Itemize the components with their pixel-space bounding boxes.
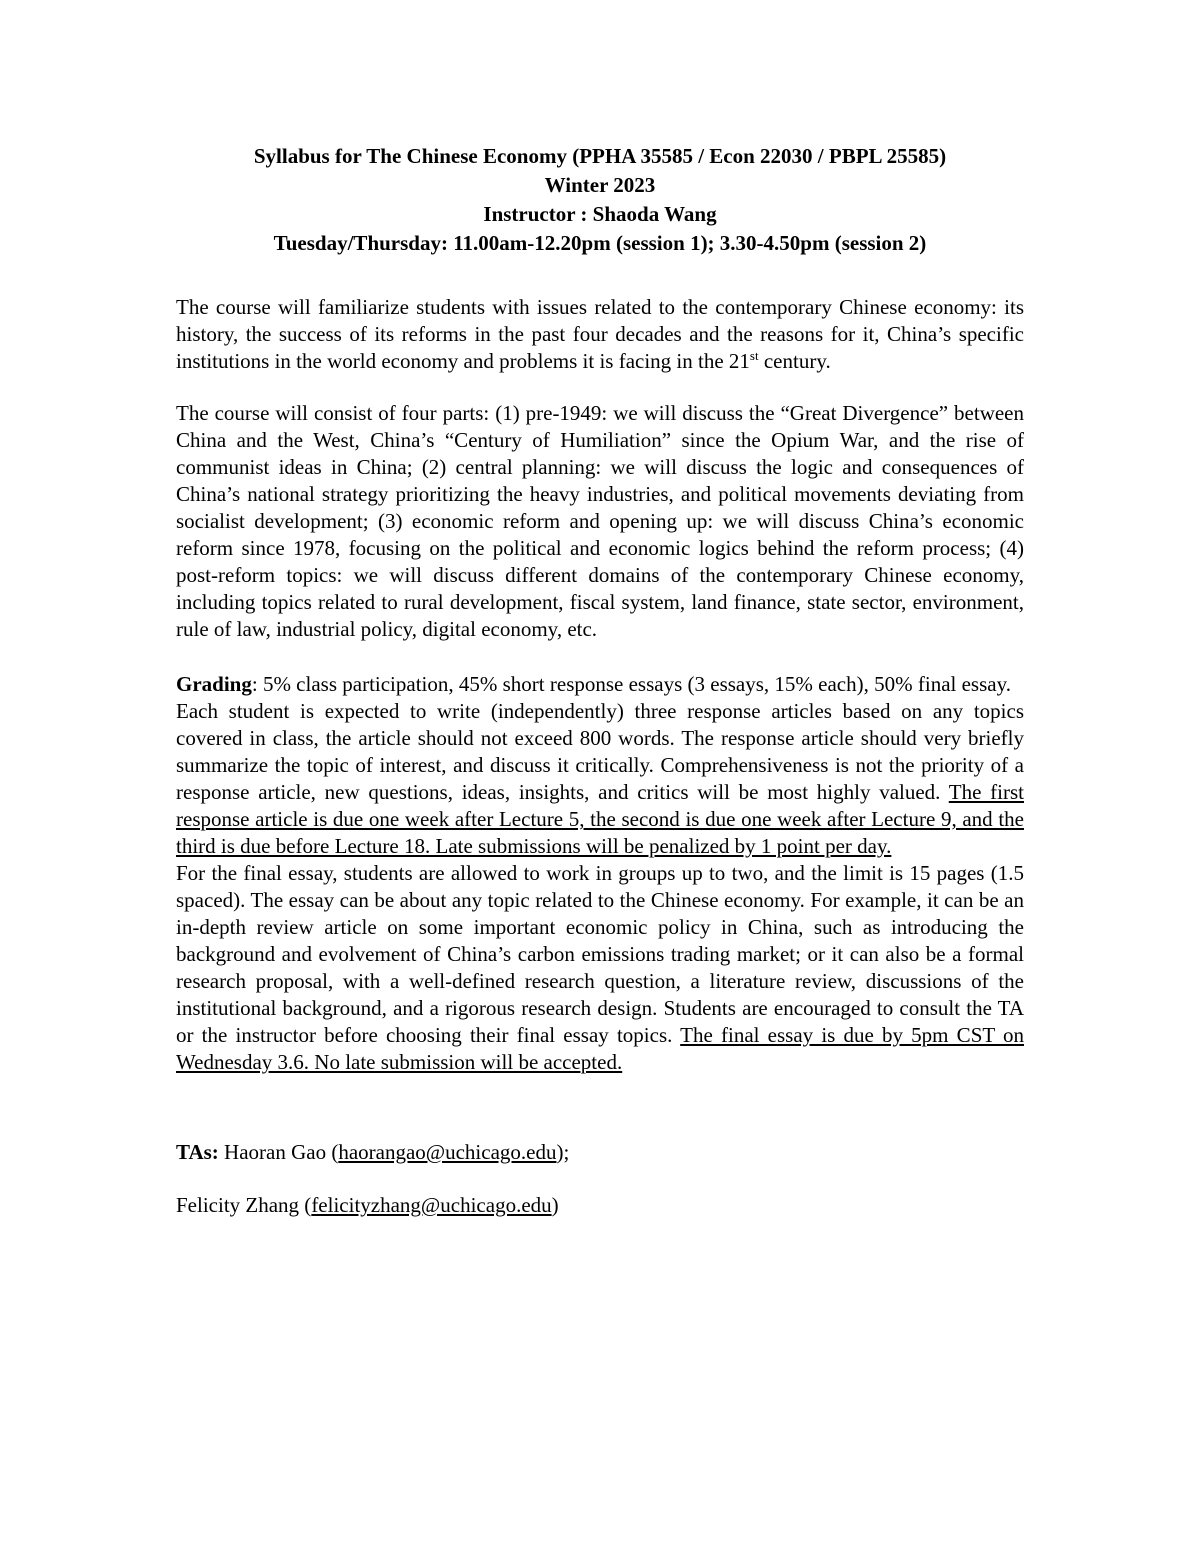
ta2-end: )	[551, 1193, 559, 1217]
ta-line-1	[176, 1139, 1024, 1166]
final-essay-deadline: The final essay is due by 5pm CST on Wednesday 3.6. No late submission will be accepted.	[176, 1023, 1024, 1074]
ta-line-2	[176, 1192, 1024, 1219]
ta1-end: );	[556, 1140, 570, 1164]
instructor: Instructor : Shaoda Wang	[483, 202, 717, 226]
intro-text: The course will familiarize students with issues related to the contemporary Chinese economy: its history, the success of its reforms in the past four decades and the reasons for it, China’s specific institutions in the world economy and problems it is facing in the 21	[176, 295, 1024, 373]
ta1-email-link[interactable]: haorangao@uchicago.edu	[338, 1140, 557, 1164]
term: Winter 2023	[544, 173, 656, 197]
grading-label: Grading	[176, 672, 252, 696]
document-content	[176, 142, 1024, 1219]
grading-text: : 5% class participation, 45% short response essays (3 essays, 15% each), 50% final essay.	[251, 672, 1011, 696]
intro-superscript: st	[749, 348, 759, 363]
response-paragraph	[176, 698, 1024, 860]
schedule: Tuesday/Thursday: 11.00am-12.20pm (session 1); 3.30-4.50pm (session 2)	[273, 231, 927, 255]
ta-label: TAs:	[176, 1140, 219, 1164]
course-title: Syllabus for The Chinese Economy (PPHA 35585 / Econ 22030 / PBPL 25585)	[253, 144, 947, 168]
grading-paragraph	[176, 671, 1024, 698]
syllabus-header	[176, 142, 1024, 258]
intro-tail: century.	[758, 349, 831, 373]
ta1-name: Haoran Gao (	[218, 1140, 339, 1164]
final-essay-paragraph	[176, 860, 1024, 1076]
ta2-name: Felicity Zhang (	[176, 1193, 312, 1217]
intro-paragraph	[176, 294, 1024, 375]
parts-paragraph: The course will consist of four parts: (1) pre-1949: we will discuss the “Great Divergence” between China and the West, China’s “Century of Humiliation” since the Opium War, and the rise of communist ideas in China; (2) central planning: we will discuss the logic and consequences of China’s national strategy prioritizing the heavy industries, and political movements deviating from socialist development; (3) economic reform and opening up: we will discuss China’s economic reform since 1978, focusing on the political and economic logics behind the reform process; (4) post-reform topics: we will discuss different domains of the contemporary Chinese economy, including topics related to rural development, fiscal system, land finance, state sector, environment, rule of law, industrial policy, digital economy, etc.	[176, 401, 1024, 641]
response-text: Each student is expected to write (independently) three response articles based on any topics covered in class, the article should not exceed 800 words. The response article should very briefly summarize the topic of interest, and discuss it critically. Comprehensiveness is not the priority of a response article, new questions, ideas, insights, and critics will be most highly valued.	[176, 699, 1024, 804]
ta2-email-link[interactable]: felicityzhang@uchicago.edu	[311, 1193, 552, 1217]
response-deadline: The first response article is due one week after Lecture 5, the second is due one week after Lecture 9, and the third is due before Lecture 18. Late submissions will be penalized by 1 point per day.	[176, 780, 1024, 858]
final-essay-text: For the final essay, students are allowed to work in groups up to two, and the limit is 15 pages (1.5 spaced). The essay can be about any topic related to the Chinese economy. For example, it can be an in-depth review article on some important economic policy in China, such as introducing the background and evolvement of China’s carbon emissions trading market; or it can also be a formal research proposal, with a well-defined research question, a literature review, discussions of the institutional background, and a rigorous research design. Students are encouraged to consult the TA or the instructor before choosing their final essay topics.	[176, 861, 1024, 1047]
